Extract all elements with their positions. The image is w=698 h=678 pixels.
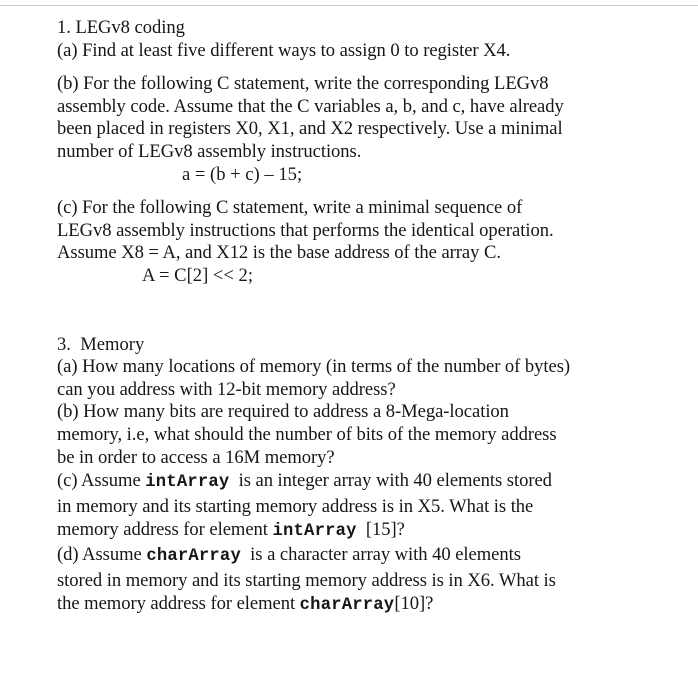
problem-3c-line-1 — [57, 469, 672, 494]
top-divider-rule — [0, 5, 698, 6]
problem-3c-line3-code-intarray: intArray — [272, 521, 357, 541]
problem-3d-line3-pre: the memory address for element — [57, 593, 300, 615]
problem-3b-line-2: memory, i.e, what should the number of bits of the memory address — [57, 423, 557, 445]
problem-3c-line3-post: [15]? — [356, 518, 405, 540]
problem-1b-line-2: assembly code. Assume that the C variables a, b, and c, have already — [57, 95, 564, 117]
document-body — [57, 17, 672, 618]
spacer-section-1-3 — [57, 288, 672, 334]
problem-3-heading: 3. Memory — [57, 333, 145, 355]
problem-3d-text-pre: (d) Assume — [57, 544, 147, 566]
problem-3c-line-2: in memory and its starting memory address is in X5. What is the — [57, 495, 534, 517]
problem-1a-line-1: (a) Find at least five different ways to assign 0 to register X4. — [57, 39, 511, 61]
problem-1b-line-1: (b) For the following C statement, write the corresponding LEGv8 — [57, 73, 549, 95]
problem-1c-line-3: Assume X8 = A, and X12 is the base address of the array C. — [57, 242, 501, 264]
problem-3c-text-pre: (c) Assume — [57, 470, 146, 492]
problem-3d-line-1 — [57, 543, 672, 568]
spacer-1b-1c — [57, 186, 672, 197]
problem-3b-line-3: be in order to access a 16M memory? — [57, 446, 335, 468]
problem-3d-code-chararray: charArray — [146, 547, 241, 567]
problem-3a-line-1: (a) How many locations of memory (in terms of the number of bytes) — [57, 356, 571, 378]
problem-1c-line-1: (c) For the following C statement, write a minimal sequence of — [57, 197, 523, 219]
problem-1b-line-4: number of LEGv8 assembly instructions. — [57, 140, 362, 162]
problem-1c-line-2: LEGv8 assembly instructions that performs the identical operation. — [57, 219, 554, 241]
problem-3d-line-2: stored in memory and its starting memory address is in X6. What is — [57, 569, 556, 591]
problem-1-heading: 1. LEGv8 coding — [57, 17, 185, 38]
problem-3c-line-3 — [57, 518, 672, 543]
problem-3b-line-1: (b) How many bits are required to address a 8-Mega-location — [57, 401, 509, 423]
problem-3c-line3-pre: memory address for element — [57, 518, 273, 540]
problem-3d-line3-code-chararray: charArray — [299, 596, 395, 616]
section-problem-3 — [57, 334, 672, 618]
problem-3c-text-post: is an integer array with 40 elements stored — [229, 470, 552, 492]
section-problem-1 — [57, 17, 672, 288]
problem-3a-line-2: can you address with 12-bit memory address? — [57, 378, 396, 400]
problem-1c-equation: A = C[2] << 2; — [142, 264, 253, 286]
problem-3d-line3-post: [10]? — [394, 593, 434, 615]
spacer-1a-1b — [57, 62, 672, 73]
problem-1b-line-3: been placed in registers X0, X1, and X2 respectively. Use a minimal — [57, 118, 563, 140]
problem-3d-line-3 — [57, 592, 672, 617]
problem-1b-equation: a = (b + c) – 15; — [182, 163, 303, 185]
problem-3d-text-post: is a character array with 40 elements — [240, 544, 521, 566]
problem-3c-code-intarray: intArray — [145, 473, 230, 493]
